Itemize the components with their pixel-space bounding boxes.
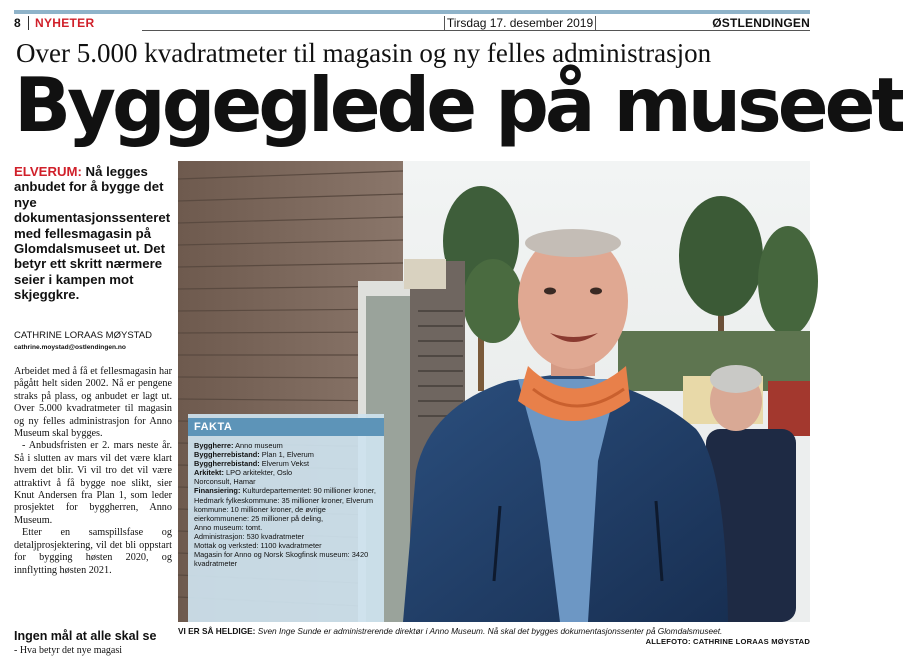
fakta-row: Anno museum: tomt. bbox=[194, 522, 263, 532]
photo-caption bbox=[178, 626, 810, 646]
lead-text: Nå legges anbudet for å bygge det nye dokumentasjonssenteret med fellesmagasin på Glomdalsmuseet ut. Det betyr ett skritt nærmere seier i kampen mot skjeggkre. bbox=[14, 164, 171, 303]
fakta-body bbox=[188, 436, 384, 568]
lead-place: ELVERUM: bbox=[14, 164, 82, 179]
newspaper-name: ØSTLENDINGEN bbox=[712, 16, 810, 30]
page-header bbox=[14, 16, 810, 32]
fakta-row: Administrasjon: 530 kvadratmeter bbox=[194, 531, 305, 541]
article-subhead: Ingen mål at alle skal se bbox=[14, 629, 157, 643]
cut-off-text: - Hva betyr det nye magasi bbox=[14, 645, 123, 656]
article-kicker: Over 5.000 kvadratmeter til magasin og ny felles administrasjon bbox=[16, 38, 712, 68]
fakta-row: Byggherrebistand: Plan 1, Elverum bbox=[194, 450, 314, 460]
fakta-title: FAKTA bbox=[188, 418, 384, 436]
issue-date: Tirsdag 17. desember 2019 bbox=[444, 16, 596, 30]
section-label: NYHETER bbox=[28, 16, 150, 30]
byline-name: CATHRINE LORAAS MØYSTAD bbox=[14, 330, 152, 341]
fakta-row: Arkitekt: LPO arkitekter, Oslo bbox=[194, 468, 293, 478]
fakta-row: Norconsult, Hamar bbox=[194, 477, 256, 487]
page-number: 8 bbox=[14, 16, 21, 30]
header-rule bbox=[142, 30, 810, 31]
byline bbox=[14, 330, 174, 354]
byline-email: cathrine.moystad@ostlendingen.no bbox=[14, 344, 126, 351]
article-body bbox=[14, 366, 172, 577]
fakta-row: Mottak og verksted: 1100 kvadratmeter bbox=[194, 541, 322, 551]
fakta-row: Finansiering: Kulturdepartementet: 90 millioner kroner, Hedmark fylkeskommune: 35 millioner kroner, Elverum kommune: 10 millioner kroner, de øvrige eierkommunene: 25 millioner på deling, bbox=[194, 486, 376, 523]
newspaper-page bbox=[8, 8, 903, 656]
body-paragraph: Etter en samspillsfase og detaljprosjektering, vil det bli oppstart for bygging høsten 2020, og innflytting høsten 2021. bbox=[14, 527, 172, 576]
fakta-box bbox=[188, 414, 384, 622]
article-lead bbox=[14, 164, 172, 303]
fakta-row: Magasin for Anno og Norsk Skogfinsk museum: 3420 kvadratmeter bbox=[194, 550, 369, 569]
top-color-bar bbox=[14, 10, 810, 14]
photo-credit: ALLEFOTO: CATHRINE LORAAS MØYSTAD bbox=[645, 637, 810, 646]
article-headline: Byggeglede på museet bbox=[14, 61, 903, 149]
caption-label: VI ER SÅ HELDIGE: bbox=[178, 626, 256, 636]
caption-text: Sven Inge Sunde er administrerende direktør i Anno Museum. Nå skal det bygges dokumentasjonssenter på Glomdalsmuseet. bbox=[255, 626, 723, 636]
fakta-row: Byggherre: Anno museum bbox=[194, 441, 283, 450]
fakta-row: Byggherrebistand: Elverum Vekst bbox=[194, 459, 310, 469]
body-paragraph: - Anbudsfristen er 2. mars neste år. Så i slutten av mars vil det være klart hvem det blir. Vi vil tro det vil være attraktivt å få bygge noe slikt, sier Knut Andersen fra Plan 1, som leder prosjektet for byggherren, Anno Museum. bbox=[14, 440, 172, 526]
body-paragraph: Arbeidet med å få et fellesmagasin har pågått helt siden 2002. Nå er pengene straks på plass, og anbudet er lagt ut. Over 5.000 kvadratmeter til magasin og ny felles administrasjon for Anno Museum skal bygges. bbox=[14, 366, 172, 440]
